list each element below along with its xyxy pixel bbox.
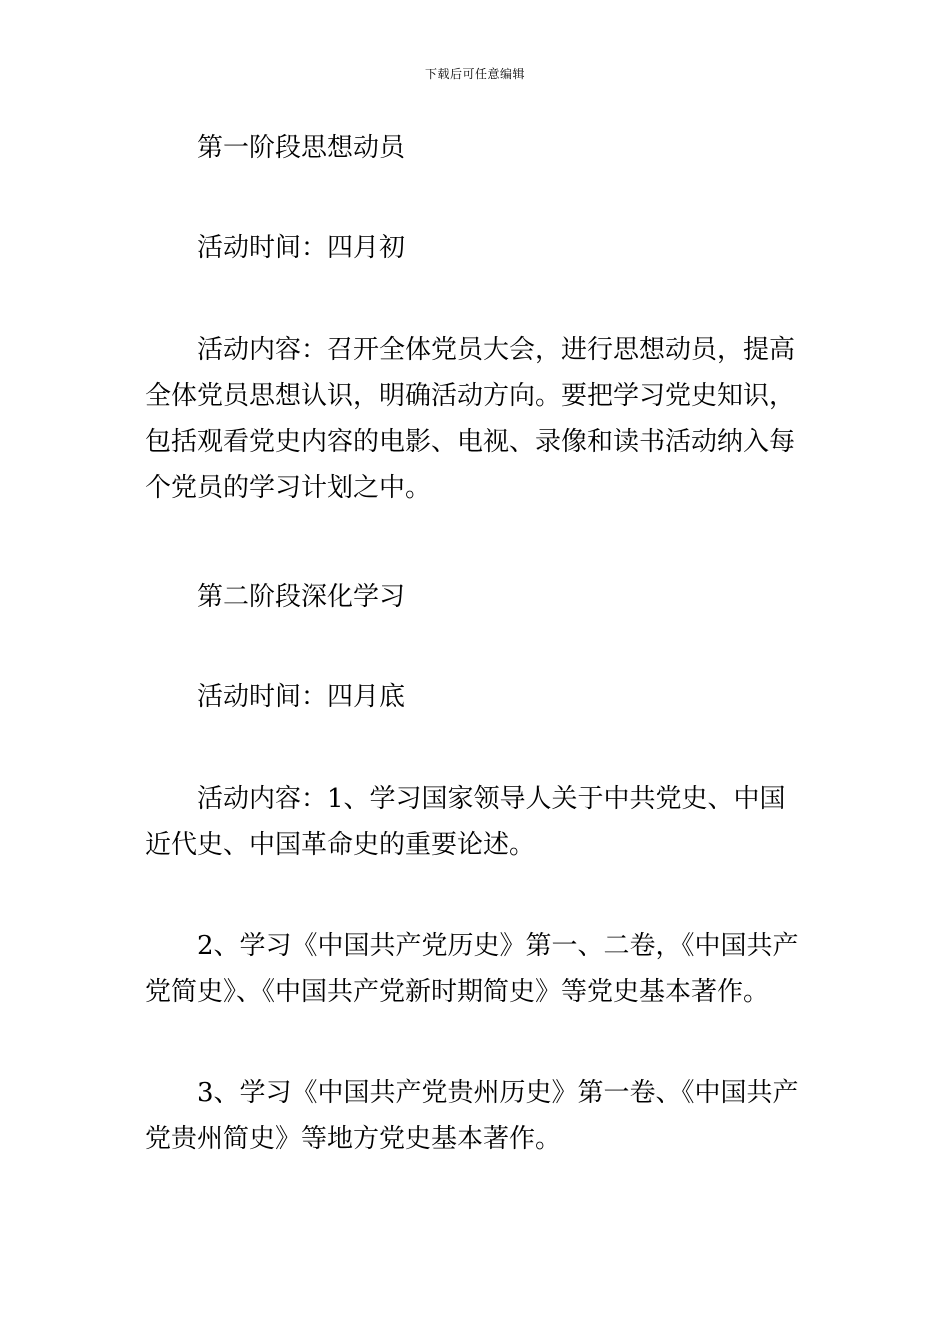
stage-two-time: 活动时间：四月底 bbox=[197, 682, 406, 712]
stage-one-time: 活动时间：四月初 bbox=[197, 233, 406, 263]
stage-two-content-item-3: 3、学习《中国共产党贵州历史》第一卷、《中国共产党贵州简史》等地方党史基本著作。 bbox=[145, 1078, 799, 1154]
stage-two-heading: 第二阶段深化学习 bbox=[197, 582, 406, 612]
stage-two-content-item-1: 活动内容：1、学习国家领导人关于中共党史、中国近代史、中国革命史的重要论述。 bbox=[145, 784, 786, 860]
stage-one-heading: 第一阶段思想动员 bbox=[197, 133, 406, 163]
stage-one-content: 活动内容：召开全体党员大会，进行思想动员，提高全体党员思想认识，明确活动方向。要把学习党史知识，包括观看党史内容的电影、电视、录像和读书活动纳入每个党员的学习计划之中。 bbox=[145, 335, 796, 503]
page-header-note: 下载后可任意编辑 bbox=[424, 67, 525, 81]
stage-two-content-item-2: 2、学习《中国共产党历史》第一、二卷，《中国共产党简史》、《中国共产党新时期简史》等党史基本著作。 bbox=[145, 931, 799, 1007]
